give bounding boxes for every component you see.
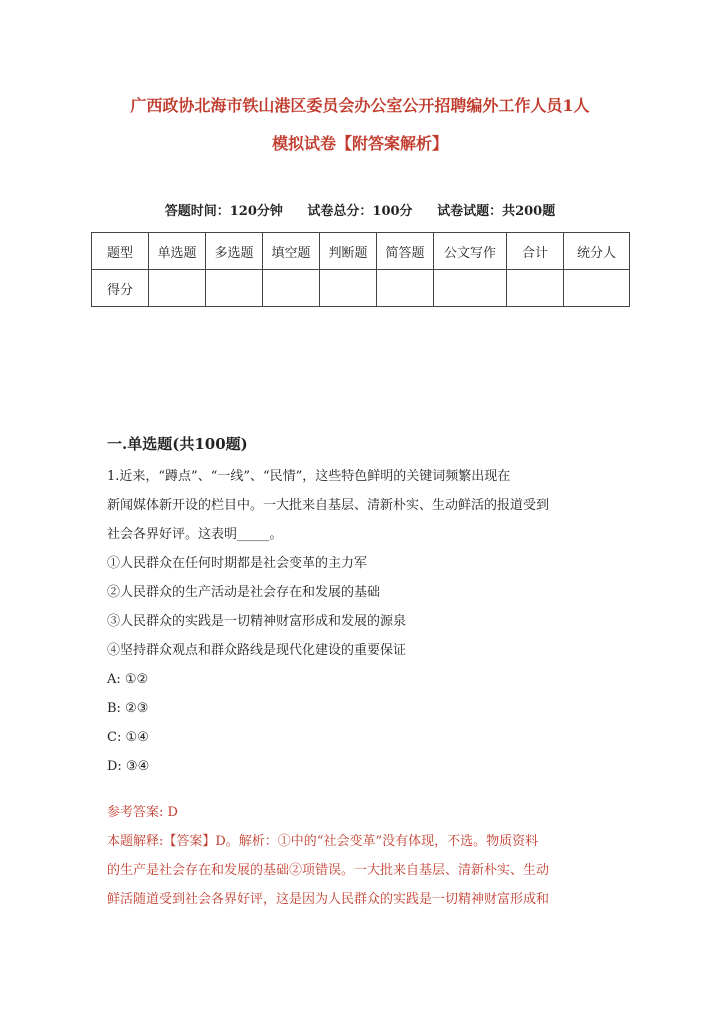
statement: ①人民群众在任何时期都是社会变革的主力军: [107, 556, 368, 571]
score-cell: [149, 270, 206, 307]
option-b: B: ②③: [107, 701, 149, 716]
statement: ③人民群众的实践是一切精神财富形成和发展的源泉: [107, 614, 407, 629]
score-table-score-row: [92, 270, 630, 307]
score-header-cell: 简答题: [377, 233, 434, 270]
score-cell: [564, 270, 630, 307]
statement: ④坚持群众观点和群众路线是现代化建设的重要保证: [107, 643, 407, 658]
statement: ②人民群众的生产活动是社会存在和发展的基础: [107, 585, 381, 600]
score-cell: [320, 270, 377, 307]
answer-block: [107, 798, 607, 914]
question-stem: [107, 462, 607, 781]
doc-title-line1: 广西政协北海市铁山港区委员会办公室公开招聘编外工作人员1人: [130, 96, 590, 115]
exam-question-count: 试卷试题：共200题: [437, 204, 556, 219]
score-row-label: 得分: [92, 270, 149, 307]
exam-info: [0, 200, 720, 219]
option-c: C: ①④: [107, 730, 149, 745]
score-header-cell: 填空题: [263, 233, 320, 270]
section-heading: 一.单选题(共100题): [107, 435, 248, 453]
score-cell: [507, 270, 564, 307]
score-cell: [377, 270, 434, 307]
score-header-cell: 统分人: [564, 233, 630, 270]
exam-time: 答题时间：120分钟: [164, 204, 283, 219]
score-header-cell: 判断题: [320, 233, 377, 270]
score-cell: [434, 270, 507, 307]
score-table-header-row: [92, 233, 630, 270]
doc-title-line2: 模拟试卷【附答案解析】: [271, 134, 448, 153]
score-header-cell: 合计: [507, 233, 564, 270]
analysis-line: 的生产是社会存在和发展的基础②项错误。一大批来自基层、清新朴实、生动: [107, 863, 550, 878]
score-header-cell: 多选题: [206, 233, 263, 270]
score-cell: [263, 270, 320, 307]
score-cell: [206, 270, 263, 307]
analysis-line: 鲜活随道受到社会各界好评，这是因为人民群众的实践是一切精神财富形成和: [107, 892, 550, 907]
exam-total-score: 试卷总分：100分: [307, 204, 413, 219]
score-header-cell: 单选题: [149, 233, 206, 270]
score-table: [91, 232, 630, 307]
score-header-cell: 公文写作: [434, 233, 507, 270]
stem-line: 社会各界好评。这表明_____。: [107, 527, 283, 542]
reference-answer: 参考答案: D: [107, 805, 178, 820]
analysis-line: 本题解释:【答案】D。解析：①中的“社会变革”没有体现，不选。物质资料: [107, 834, 539, 849]
option-d: D: ③④: [107, 759, 150, 774]
option-a: A: ①②: [107, 672, 149, 687]
stem-line: 新闻媒体新开设的栏目中。一大批来自基层、清新朴实、生动鲜活的报道受到: [107, 498, 550, 513]
score-header-cell: 题型: [92, 233, 149, 270]
stem-line: 1.近来，“蹲点”、“一线”、“民情”，这些特色鲜明的关键词频繁出现在: [107, 469, 511, 484]
